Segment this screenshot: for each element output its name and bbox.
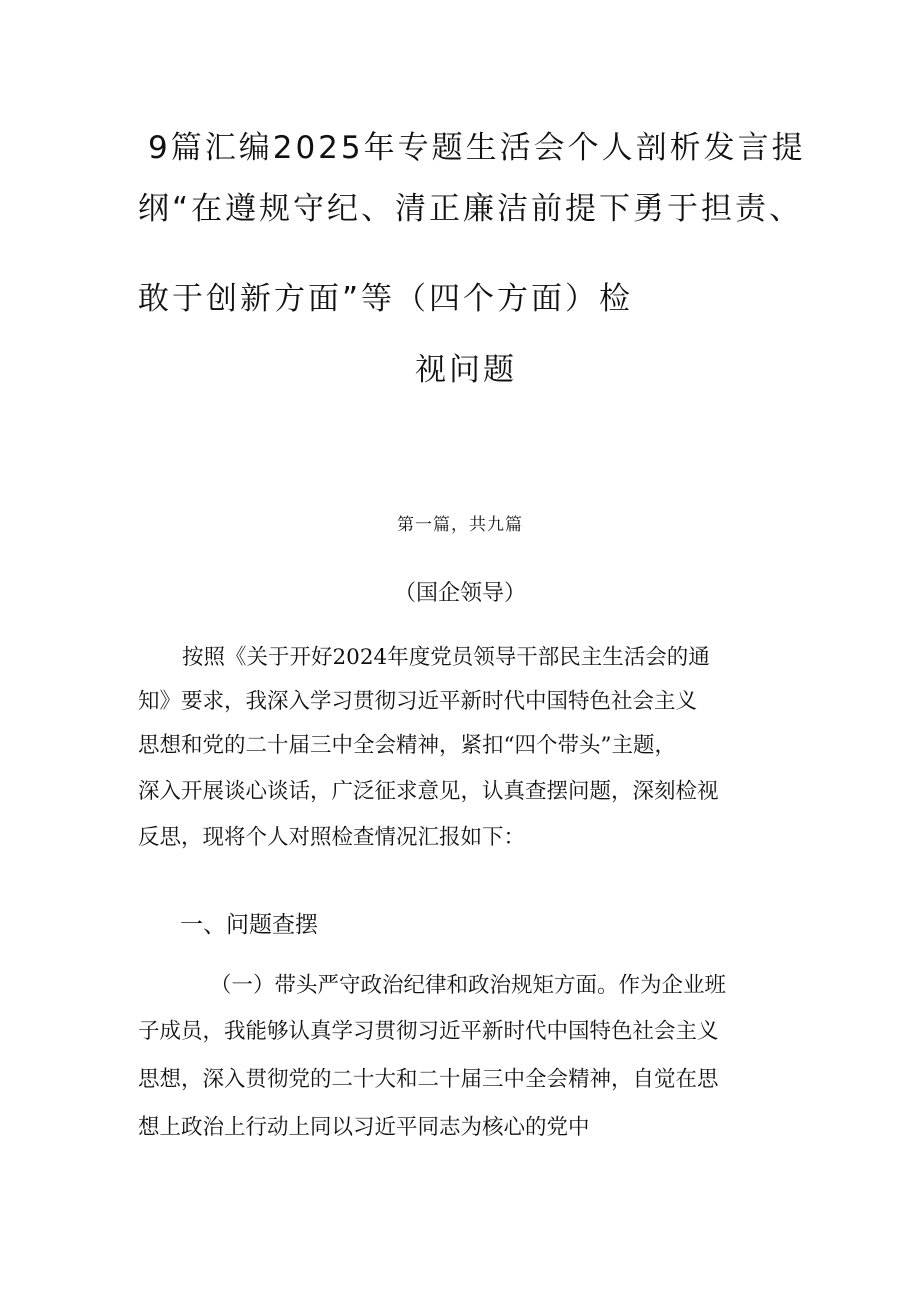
section1-line-3: 思想，深入贯彻党的二十大和二十届三中全会精神，自觉在思 [138,1067,719,1092]
intro-line-3: 思想和党的二十届三中全会精神，紧扣“四个带头”主题， [138,733,676,758]
intro-line-1: 按照《关于开好2024年度党员领导干部民主生活会的通 [182,645,710,670]
title-line-1: 9篇汇编2025年专题生活会个人剖析发言提 [148,130,806,166]
title-line-3: 敢于创新方面”等（四个方面）检 [138,281,634,317]
title-line-4: 视问题 [415,352,517,388]
section1-line-2: 子成员，我能够认真学习贯彻习近平新时代中国特色社会主义 [138,1019,719,1044]
intro-line-5: 反思，现将个人对照检查情况汇报如下： [138,825,526,850]
section-heading: 一、问题查摆 [180,912,318,938]
role-label: （国企领导） [393,581,526,606]
intro-line-2: 知》要求，我深入学习贯彻习近平新时代中国特色社会主义 [138,689,698,714]
section1-line-4: 想上政治上行动上同以习近平同志为核心的党中 [138,1115,590,1140]
title-line-2: 纲“在遵规守纪、清正廉洁前提下勇于担责、 [138,191,804,227]
part-label: 第一篇，共九篇 [397,515,523,535]
intro-line-4: 深入开展谈心谈话，广泛征求意见，认真查摆问题，深刻检视 [138,779,719,804]
section1-line-1: （一）带头严守政治纪律和政治规矩方面。作为企业班 [210,973,727,998]
